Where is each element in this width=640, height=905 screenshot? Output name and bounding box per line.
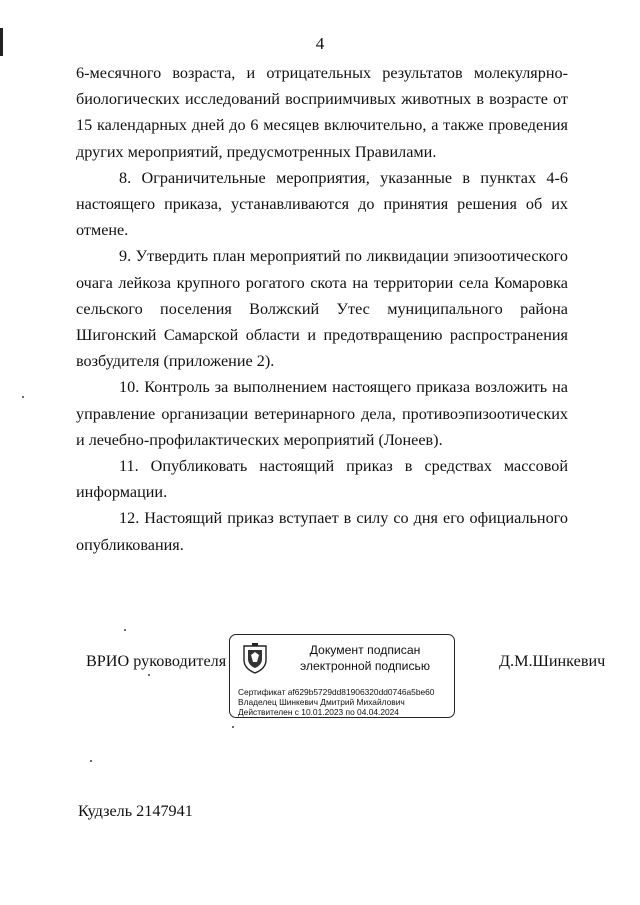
paragraph-9: 9. Утвердить план мероприятий по ликвидации эпизоотического очага лейкоза крупного рогатого скота на территории села Комаровка сельского поселения Волжский Утес муниципального района Шигонский Самарской области и предотвращению распространения возбудителя (приложение 2).: [76, 247, 568, 371]
stamp-heading-line-1: Документ подписан: [309, 643, 421, 657]
stamp-heading-line-2: электронной подписью: [299, 659, 431, 673]
electronic-signature-stamp: [229, 634, 455, 718]
coat-of-arms-icon: [242, 642, 268, 674]
signature-block: [0, 632, 640, 722]
paragraph-8: 8. Ограничительные мероприятия, указанные в пунктах 4-6 настоящего приказа, устанавливаются до принятия решения об их отмене.: [76, 168, 568, 240]
signer-name: Д.М.Шинкевич: [499, 652, 606, 670]
page-number: 4: [315, 34, 325, 53]
scan-speck: [124, 629, 126, 631]
stamp-validity: Действителен с 10.01.2023 по 04.04.2024: [238, 707, 399, 718]
executor-line: Кудзель 2147941: [78, 802, 193, 820]
scan-speck: [22, 396, 24, 398]
paragraph-continuation: 6-месячного возраста, и отрицательных результатов молекулярно-биологических исследований восприимчивых животных в возрасте от 15 календарных дней до 6 месяцев включительно, а также проведения других мероприятий, предусмотренных Правилами.: [76, 64, 568, 161]
scan-speck: [148, 674, 150, 676]
paragraph-11: 11. Опубликовать настоящий приказ в средствах массовой информации.: [76, 457, 568, 502]
stamp-owner: Владелец Шинкевич Дмитрий Михайлович: [238, 697, 405, 708]
stamp-heading: [280, 642, 450, 674]
signer-position: ВРИО руководителя: [86, 652, 227, 670]
scan-speck: [232, 726, 234, 728]
paragraph-10: 10. Контроль за выполнением настоящего приказа возложить на управление организации ветеринарного дела, противоэпизоотических и лечебно-профилактических мероприятий (Лонеев).: [76, 378, 568, 449]
stamp-details: [238, 687, 452, 718]
stamp-certificate: Сертификат af629b5729dd81906320dd0746a5be60: [238, 687, 435, 697]
paragraph-12: 12. Настоящий приказ вступает в силу со дня его официального опубликования.: [76, 509, 568, 554]
document-body: [76, 60, 568, 558]
scan-speck: [90, 760, 92, 762]
